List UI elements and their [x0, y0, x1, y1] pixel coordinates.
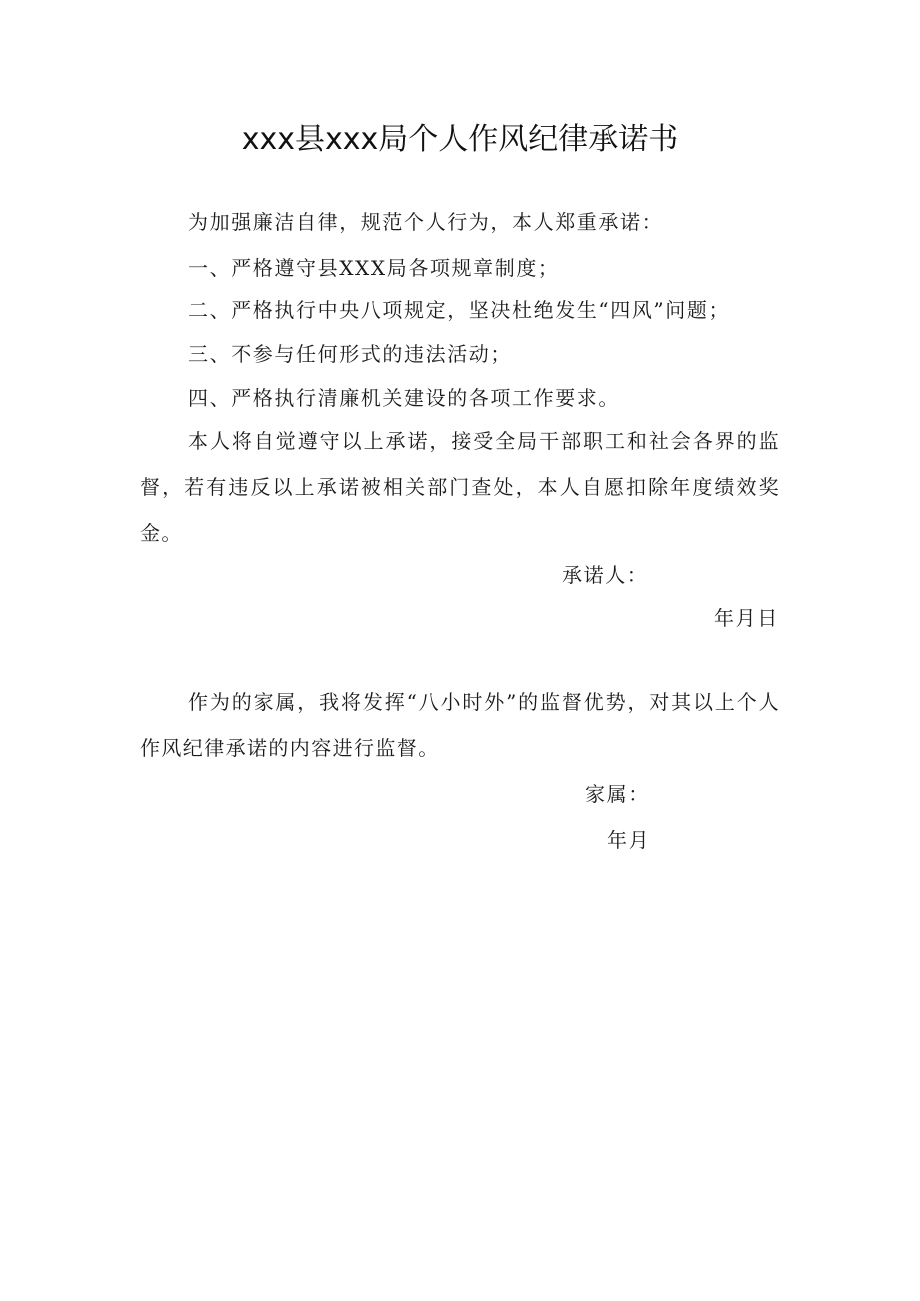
document-title: xxx县xxx局个人作风纪律承诺书 — [241, 122, 679, 157]
family-date: 年月 — [607, 828, 651, 852]
commitment-item-4: 四、严格执行清廉机关建设的各项工作要求。 — [188, 386, 620, 410]
commitment-item-2: 二、严格执行中央八项规定，坚决杜绝发生“四风”问题； — [188, 298, 731, 322]
signer-label: 承诺人： — [562, 563, 649, 587]
family-statement: 作为的家属，我将发挥“八小时外”的监督优势，对其以上个人作风纪律承诺的内容进行监督。 — [140, 690, 780, 760]
commitment-item-3: 三、不参与任何形式的违法活动； — [188, 342, 512, 366]
signer-date: 年月日 — [714, 606, 779, 630]
intro-text: 为加强廉洁自律，规范个人行为，本人郑重承诺： — [188, 210, 664, 234]
commitment-item-1: 一、严格遵守县XXX局各项规章制度； — [188, 256, 560, 280]
family-label: 家属： — [585, 782, 650, 806]
commitment-paragraph: 本人将自觉遵守以上承诺，接受全局干部职工和社会各界的监督，若有违反以上承诺被相关部门查处，本人自愿扣除年度绩效奖金。 — [140, 429, 780, 545]
